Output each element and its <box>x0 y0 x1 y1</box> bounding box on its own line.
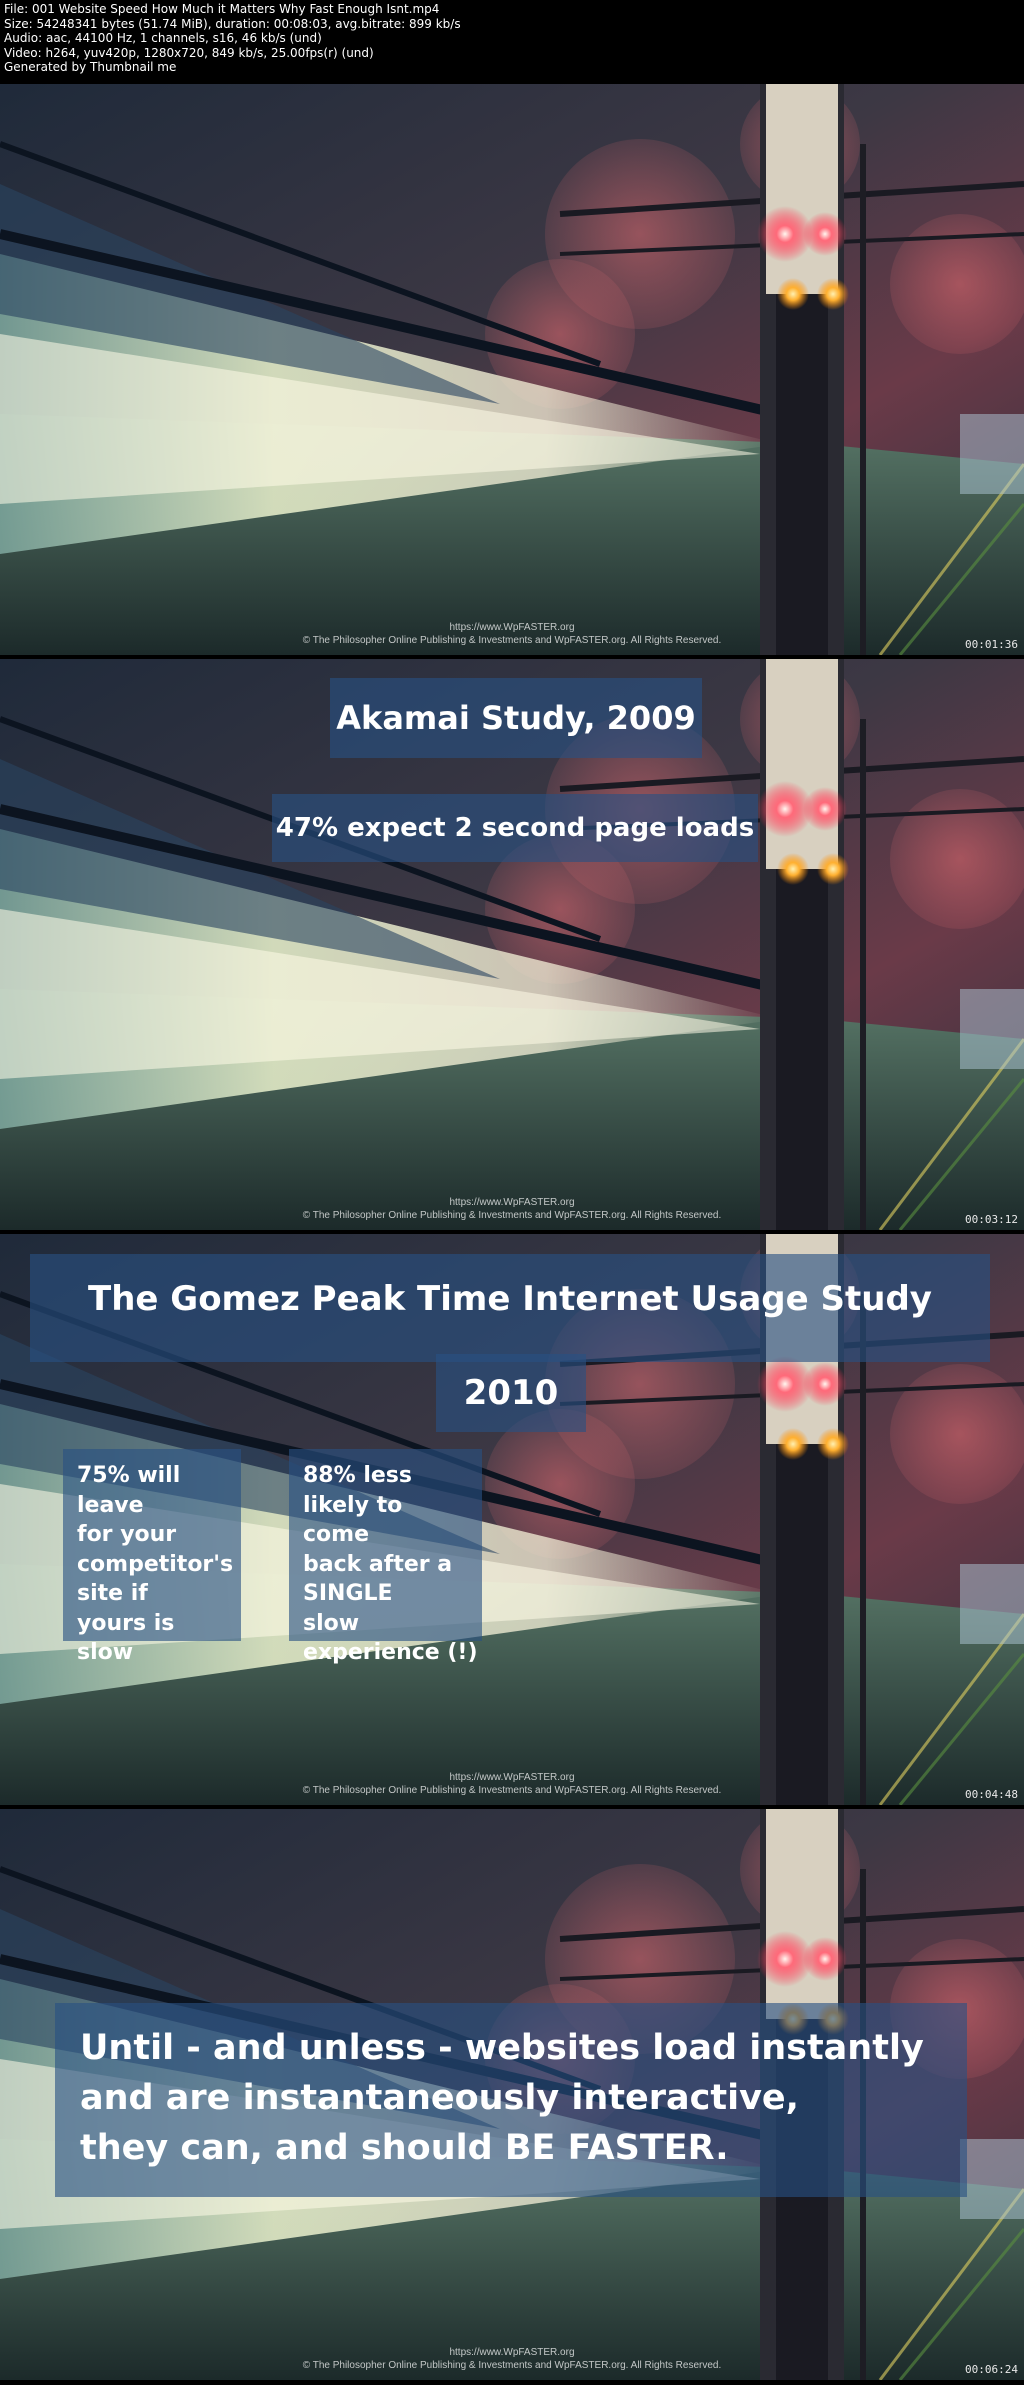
video-info-line: Video: h264, yuv420p, 1280x720, 849 kb/s, 25.00fps(r) (und) <box>4 45 374 60</box>
watermark-copyright: © The Philosopher Online Publishing & Investments and WpFASTER.org. All Rights Reserved. <box>302 1210 722 1221</box>
frame-timestamp: 00:06:24 <box>965 2363 1018 2376</box>
watermark-url: https://www.WpFASTER.org <box>449 1772 575 1783</box>
watermark-copyright: © The Philosopher Online Publishing & Investments and WpFASTER.org. All Rights Reserved. <box>302 635 722 646</box>
frame-timestamp: 00:04:48 <box>965 1788 1018 1801</box>
stat-line: back after a <box>303 1551 453 1577</box>
stat-line: experience (!) <box>303 1640 478 1665</box>
stat-line: for your <box>77 1522 177 1547</box>
stat-line: competitor's <box>77 1551 234 1577</box>
video-frame-2 <box>0 659 1024 1230</box>
message-line: Until - and unless - websites load instantly <box>80 2028 924 2068</box>
watermark-url: https://www.WpFASTER.org <box>449 622 575 633</box>
video-info-header <box>0 0 1024 84</box>
watermark-copyright: © The Philosopher Online Publishing & Investments and WpFASTER.org. All Rights Reserved. <box>302 2360 722 2371</box>
stat-line: 88% less <box>303 1463 412 1488</box>
watermark-url: https://www.WpFASTER.org <box>449 2347 575 2358</box>
message-line: and are instantaneously interactive, <box>80 2078 799 2118</box>
video-frame-3 <box>0 1234 1024 1805</box>
train-station-background <box>0 84 1024 655</box>
stat-box-leave <box>63 1449 241 1665</box>
slide-subtitle: 47% expect 2 second page loads <box>272 794 758 862</box>
stat-line: likely to <box>303 1492 403 1518</box>
slide-year: 2010 <box>436 1354 586 1432</box>
message-line: they can, and should BE FASTER. <box>80 2128 729 2168</box>
slide-title: Akamai Study, 2009 <box>330 678 702 758</box>
generator-info-line: Generated by Thumbnail me <box>4 60 177 74</box>
stat-line: come <box>303 1522 369 1547</box>
stat-line: yours is <box>77 1610 175 1636</box>
slide-title: The Gomez Peak Time Internet Usage Study <box>30 1254 990 1362</box>
stat-box-come-back <box>289 1449 482 1665</box>
video-frame-1 <box>0 84 1024 655</box>
stat-line: SINGLE <box>303 1581 393 1606</box>
stat-line: site if <box>77 1581 148 1606</box>
frame-timestamp: 00:03:12 <box>965 1213 1018 1226</box>
file-info-line: File: 001 Website Speed How Much it Matters Why Fast Enough Isnt.mp4 <box>4 2 440 16</box>
stat-line: 75% will <box>77 1463 181 1488</box>
size-info-line: Size: 54248341 bytes (51.74 MiB), duration: 00:08:03, avg.bitrate: 899 kb/s <box>4 16 461 31</box>
audio-info-line: Audio: aac, 44100 Hz, 1 channels, s16, 46 kb/s (und) <box>4 31 322 45</box>
frame-timestamp: 00:01:36 <box>965 638 1018 651</box>
stat-line: slow <box>77 1640 134 1665</box>
stat-line: leave <box>77 1492 144 1518</box>
video-frame-4 <box>0 1809 1024 2380</box>
stat-line: slow <box>303 1610 360 1636</box>
watermark-url: https://www.WpFASTER.org <box>449 1197 575 1208</box>
closing-message <box>55 2003 967 2197</box>
watermark-copyright: © The Philosopher Online Publishing & Investments and WpFASTER.org. All Rights Reserved. <box>302 1785 722 1796</box>
